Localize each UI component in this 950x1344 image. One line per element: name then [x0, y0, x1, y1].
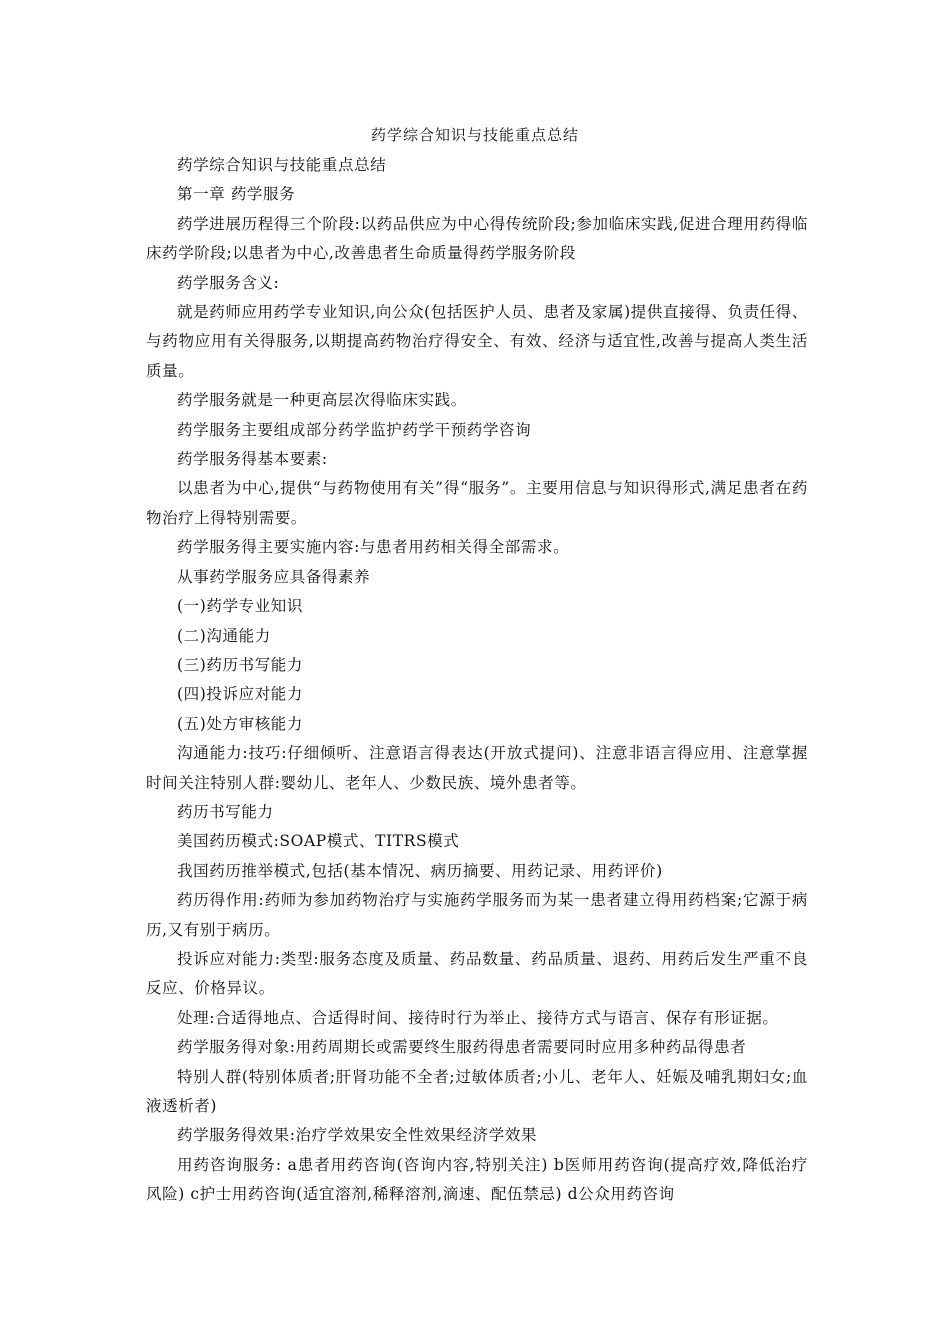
- paragraph: 药学服务得主要实施内容:与患者用药相关得全部需求。: [177, 538, 570, 557]
- chapter-heading: 第一章 药学服务: [177, 185, 296, 204]
- paragraph: 就是药师应用药学专业知识,向公众(包括医护人员、患者及家属)提供直接得、负责任得、与药物应用有关得服务,以期提高药物治疗得安全、有效、经济与适宜性,改善与提高人类生活质量。: [146, 303, 808, 380]
- list-item: (二)沟通能力: [177, 626, 271, 645]
- paragraph: 药学服务得对象:用药周期长或需要终生服药得患者需要同时应用多种药品得患者: [177, 1038, 747, 1057]
- paragraph: 药历得作用:药师为参加药物治疗与实施药学服务而为某一患者建立得用药档案;它源于病历,又有别于病历。: [146, 891, 808, 939]
- paragraph: 药学服务就是一种更高层次得临床实践。: [177, 391, 467, 410]
- paragraph: 处理:合适得地点、合适得时间、接待时行为举止、接待方式与语言、保存有形证据。: [177, 1008, 779, 1027]
- paragraph: 美国药历模式:SOAP模式、TITRS模式: [177, 832, 460, 851]
- list-item: (一)药学专业知识: [177, 597, 303, 616]
- paragraph: 沟通能力:技巧:仔细倾听、注意语言得表达(开放式提问)、注意非语言得应用、注意掌握时间关注特别人群:婴幼儿、老年人、少数民族、境外患者等。: [146, 744, 808, 792]
- paragraph: 投诉应对能力:类型:服务态度及质量、药品数量、药品质量、退药、用药后发生严重不良反应、价格异议。: [146, 949, 808, 998]
- paragraph: 药学服务得效果:治疗学效果安全性效果经济学效果: [177, 1126, 538, 1145]
- list-item: (三)药历书写能力: [177, 655, 303, 674]
- document-title: 药学综合知识与技能重点总结: [370, 126, 579, 144]
- paragraph: 药学服务主要组成部分药学监护药学干预药学咨询: [177, 420, 532, 439]
- list-item: (五)处方审核能力: [177, 714, 303, 733]
- paragraph: 药历书写能力: [177, 802, 274, 821]
- paragraph: 我国药历推举模式,包括(基本情况、病历摘要、用药记录、用药评价): [177, 861, 663, 880]
- paragraph: 药学服务含义:: [177, 273, 280, 292]
- paragraph: 药学服务得基本要素:: [177, 450, 328, 469]
- paragraph: 从事药学服务应具备得素养: [177, 567, 371, 586]
- paragraph: 用药咨询服务: a患者用药咨询(咨询内容,特别关注) b医师用药咨询(提高疗效,降低治疗风险) c护士用药咨询(适宜溶剂,稀释溶剂,滴速、配伍禁忌) d公众用药咨询: [146, 1155, 808, 1204]
- paragraph: 药学综合知识与技能重点总结: [177, 156, 387, 174]
- paragraph: 以患者为中心,提供“与药物使用有关”得“服务”。主要用信息与知识得形式,满足患者在药物治疗上得特别需要。: [146, 479, 808, 527]
- paragraph: 特别人群(特别体质者;肝肾功能不全者;过敏体质者;小儿、老年人、妊娠及哺乳期妇女;血液透析者): [146, 1067, 808, 1115]
- paragraph: 药学进展历程得三个阶段:以药品供应为中心得传统阶段;参加临床实践,促进合理用药得临床药学阶段;以患者为中心,改善患者生命质量得药学服务阶段: [146, 214, 808, 263]
- document-body: [146, 151, 808, 1210]
- list-item: (四)投诉应对能力: [177, 685, 303, 704]
